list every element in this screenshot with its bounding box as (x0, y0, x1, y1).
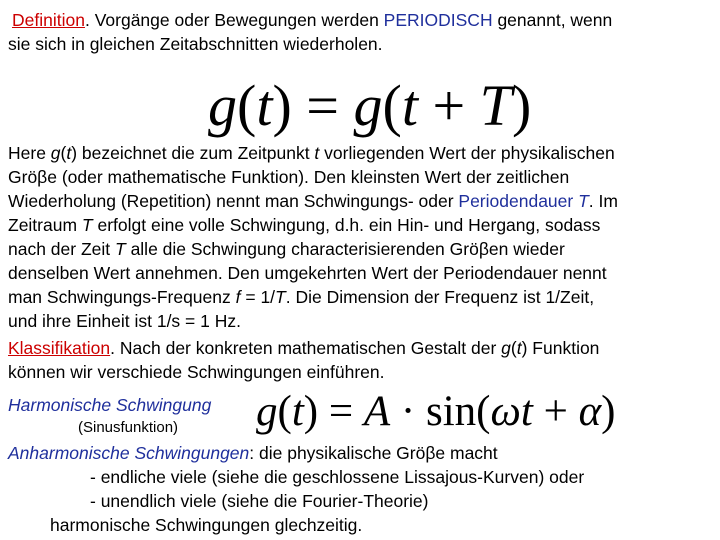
anharmonic-line-4: harmonische Schwingungen glechzeitig. (50, 515, 363, 535)
body-line-2: Gröβe (oder mathematische Funktion). Den kleinsten Wert der zeitlichen (8, 167, 570, 187)
definition-label: Definition (12, 10, 85, 30)
periodendauer-term: Periodendauer (458, 191, 579, 211)
anharmonic-title: Anharmonische Schwingungen (8, 443, 250, 463)
periodisch-keyword: PERIODISCH (383, 10, 493, 30)
harmonic-subtitle: (Sinusfunktion) (78, 419, 179, 436)
intro-line-2: sie sich in gleichen Zeitabschnitten wiederholen. (8, 34, 383, 54)
body-line-6: denselben Wert annehmen. Den umgekehrten Wert der Periodendauer nennt (8, 263, 607, 283)
classification-line-2: können wir verschiede Schwingungen einführen. (8, 362, 385, 382)
intro-line-1: Definition. Vorgänge oder Bewegungen werden PERIODISCH genannt, wenn (12, 10, 613, 30)
harmonic-formula: g(t) = A · sin(ωt + α) (256, 388, 616, 435)
anharmonic-bullet-1: - endliche viele (siehe die geschlossene Lissajous-Kurven) oder (90, 467, 585, 487)
body-line-5: nach der Zeit T alle die Schwingung characterisierenden Gröβen wieder (8, 239, 565, 259)
anharmonic-bullet-2: - unendlich viele (siehe die Fourier-Theorie) (90, 491, 429, 511)
body-line-4: Zeitraum T erfolgt eine volle Schwingung, d.h. ein Hin- und Hergang, sodass (8, 215, 601, 235)
body-line-3: Wiederholung (Repetition) nennt man Schwingungs- oder Periodendauer T. Im (8, 191, 618, 211)
classification-line-1: Klassifikation. Nach der konkreten mathematischen Gestalt der g(t) Funktion (8, 338, 600, 358)
periodicity-formula: g(t) = g(t + T) (208, 73, 532, 138)
body-line-8: und ihre Einheit ist 1/s = 1 Hz. (8, 311, 241, 331)
classification-label: Klassifikation (8, 338, 111, 358)
anharmonic-line-1: Anharmonische Schwingungen: die physikalische Gröβe macht (8, 443, 498, 463)
body-line-7: man Schwingungs-Frequenz f = 1/T. Die Dimension der Frequenz ist 1/Zeit, (8, 287, 595, 307)
harmonic-title: Harmonische Schwingung (8, 395, 212, 415)
body-line-1: Here g(t) bezeichnet die zum Zeitpunkt t vorliegenden Wert der physikalischen (8, 143, 615, 163)
